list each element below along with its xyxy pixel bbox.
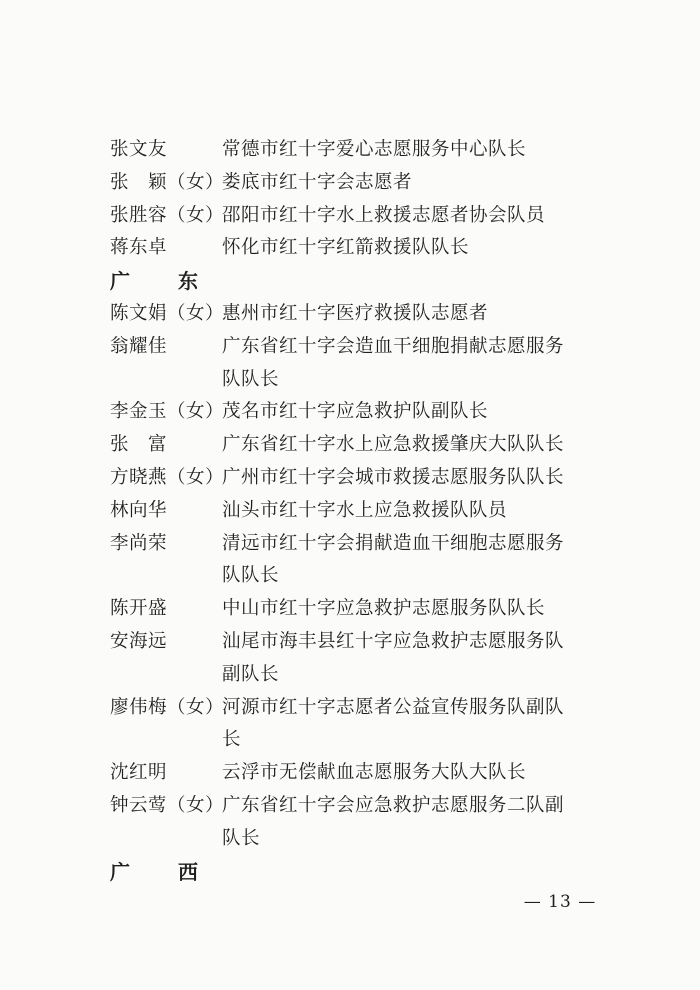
person-description: 邵阳市红十字水上救援志愿者协会队员: [222, 204, 546, 226]
page-number: — 13 —: [523, 892, 597, 912]
person-description: 中山市红十字应急救护志愿服务队队长: [222, 598, 546, 620]
person-description: 汕头市红十字水上应急救援队队员: [222, 499, 508, 521]
list-item: [110, 462, 590, 495]
person-description: 汕尾市海丰县红十字应急救护志愿服务队副队长: [222, 630, 565, 685]
person-description: 广东省红十字水上应急救援肇庆大队队长: [222, 434, 565, 456]
person-name: 张 富: [110, 434, 168, 456]
list-item: [110, 495, 590, 528]
person-name: 钟云莺（女）: [110, 794, 225, 816]
person-name: 张胜容（女）: [110, 204, 225, 226]
person-description: 广州市红十字会城市救援志愿服务队队长: [222, 466, 565, 488]
list-item: [110, 757, 590, 790]
list-item: [110, 528, 590, 594]
list-item: [110, 298, 590, 331]
list-item: [110, 167, 590, 200]
person-name: 翁耀佳: [110, 335, 168, 357]
person-name: 廖伟梅（女）: [110, 696, 225, 718]
person-description: 清远市红十字会捐献造血干细胞志愿服务队队长: [222, 532, 565, 587]
person-name: 林向华: [110, 499, 168, 521]
region-heading: 广 西: [110, 859, 212, 884]
list-item: [110, 790, 590, 856]
list-item: [110, 692, 590, 758]
person-name: 陈开盛: [110, 598, 168, 620]
person-description: 常德市红十字爱心志愿服务中心队长: [222, 139, 527, 160]
person-name: 张文友: [110, 139, 168, 160]
person-description: 云浮市无偿献血志愿服务大队大队长: [222, 762, 527, 784]
person-name: 张 颖（女）: [110, 171, 225, 193]
person-name: 方晓燕（女）: [110, 466, 225, 488]
person-description: 广东省红十字会造血干细胞捐献志愿服务队队长: [222, 335, 565, 390]
person-name: 沈红明: [110, 762, 168, 784]
person-description: 娄底市红十字会志愿者: [222, 171, 413, 193]
list-item: [110, 232, 590, 265]
list-item: [110, 200, 590, 233]
list-item: [110, 626, 590, 692]
person-description: 广东省红十字会应急救护志愿服务二队副队长: [222, 794, 565, 849]
person-description: 怀化市红十字红箭救援队队长: [222, 237, 470, 259]
person-name: 李尚荣: [110, 532, 168, 554]
person-description: 惠州市红十字医疗救援队志愿者: [222, 302, 489, 324]
list-item: [110, 331, 590, 397]
honoree-list: [110, 134, 590, 888]
list-item: [110, 396, 590, 429]
person-name: 安海远: [110, 630, 168, 652]
region-heading: 广 东: [110, 269, 212, 294]
person-name: 陈文娟（女）: [110, 302, 225, 324]
list-item: [110, 429, 590, 462]
person-description: 茂名市红十字应急救护队副队长: [222, 401, 489, 423]
person-description: 河源市红十字志愿者公益宣传服务队副队长: [222, 696, 565, 751]
person-name: 李金玉（女）: [110, 401, 225, 423]
list-item: [110, 134, 590, 167]
list-item: [110, 593, 590, 626]
person-name: 蒋东卓: [110, 237, 168, 259]
